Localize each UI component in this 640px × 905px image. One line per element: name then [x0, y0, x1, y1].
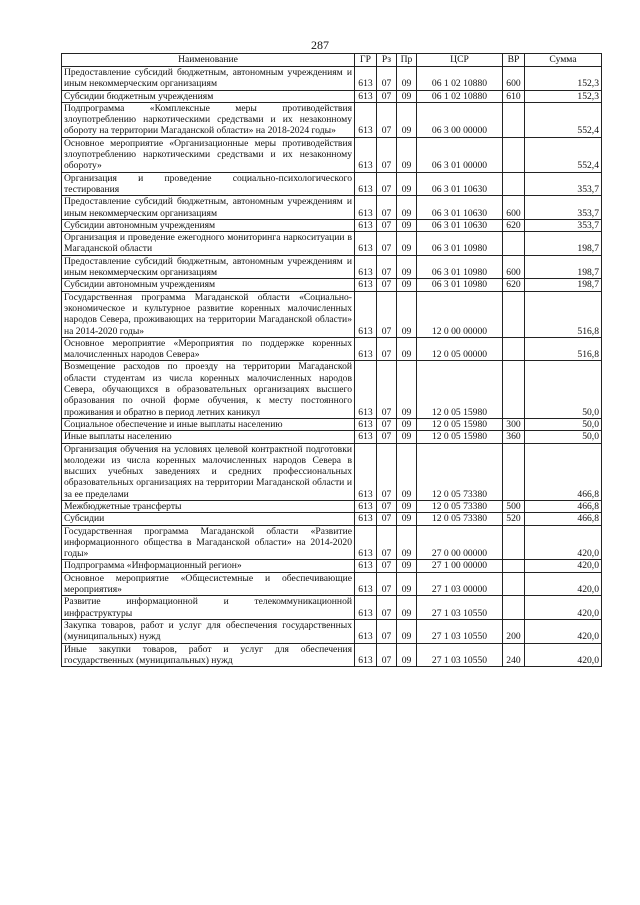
cell-sum: 552,4	[525, 137, 602, 172]
cell-gr: 613	[355, 232, 377, 256]
table-header-row	[62, 54, 602, 67]
table-row	[62, 255, 602, 279]
cell-sum: 420,0	[525, 560, 602, 572]
cell-gr: 613	[355, 102, 377, 137]
cell-name: Подпрограмма «Информационный регион»	[62, 560, 355, 572]
cell-sum: 198,7	[525, 279, 602, 291]
cell-pr: 09	[397, 337, 417, 361]
cell-vr	[503, 337, 525, 361]
cell-pr: 09	[397, 443, 417, 500]
cell-sum: 50,0	[525, 418, 602, 430]
cell-rz: 07	[377, 431, 397, 443]
cell-gr: 613	[355, 90, 377, 102]
cell-name: Иные закупки товаров, работ и услуг для обеспечения государственных (муниципальных) нужд	[62, 643, 355, 667]
cell-rz: 07	[377, 418, 397, 430]
cell-gr: 613	[355, 431, 377, 443]
table-row	[62, 500, 602, 512]
cell-gr: 613	[355, 596, 377, 620]
cell-sum: 420,0	[525, 525, 602, 560]
cell-sum: 420,0	[525, 572, 602, 596]
cell-csr: 12 0 00 00000	[417, 291, 503, 337]
table-row	[62, 418, 602, 430]
cell-pr: 09	[397, 137, 417, 172]
cell-name: Межбюджетные трансферты	[62, 500, 355, 512]
cell-name: Основное мероприятие «Мероприятия по поддержке коренных малочисленных народов Севера»	[62, 337, 355, 361]
cell-gr: 613	[355, 291, 377, 337]
cell-pr: 09	[397, 219, 417, 231]
cell-vr: 620	[503, 219, 525, 231]
cell-csr: 06 3 01 00000	[417, 137, 503, 172]
cell-csr: 12 0 05 73380	[417, 513, 503, 525]
cell-rz: 07	[377, 219, 397, 231]
cell-rz: 07	[377, 500, 397, 512]
cell-csr: 06 3 01 10980	[417, 279, 503, 291]
cell-vr	[503, 291, 525, 337]
cell-rz: 07	[377, 137, 397, 172]
cell-sum: 50,0	[525, 431, 602, 443]
cell-vr	[503, 443, 525, 500]
cell-pr: 09	[397, 643, 417, 667]
cell-sum: 516,8	[525, 291, 602, 337]
cell-sum: 466,8	[525, 500, 602, 512]
cell-vr: 600	[503, 196, 525, 220]
table-row	[62, 232, 602, 256]
cell-sum: 420,0	[525, 596, 602, 620]
cell-pr: 09	[397, 279, 417, 291]
cell-pr: 09	[397, 232, 417, 256]
cell-csr: 06 3 01 10630	[417, 219, 503, 231]
cell-name: Закупка товаров, работ и услуг для обеспечения государственных (муниципальных) нужд	[62, 619, 355, 643]
cell-csr: 06 3 01 10980	[417, 255, 503, 279]
cell-gr: 613	[355, 279, 377, 291]
cell-csr: 12 0 05 15980	[417, 361, 503, 418]
table-row	[62, 219, 602, 231]
cell-gr: 613	[355, 219, 377, 231]
cell-csr: 12 0 05 73380	[417, 500, 503, 512]
cell-gr: 613	[355, 418, 377, 430]
cell-name: Организация и проведение социально-психологического тестирования	[62, 172, 355, 196]
cell-sum: 198,7	[525, 255, 602, 279]
table-row	[62, 596, 602, 620]
table-row	[62, 361, 602, 418]
cell-csr: 12 0 05 73380	[417, 443, 503, 500]
cell-csr: 06 1 02 10880	[417, 67, 503, 91]
cell-vr: 610	[503, 90, 525, 102]
header-pr: Пр	[397, 54, 417, 67]
cell-name: Субсидии	[62, 513, 355, 525]
cell-pr: 09	[397, 525, 417, 560]
cell-sum: 198,7	[525, 232, 602, 256]
cell-vr: 200	[503, 619, 525, 643]
cell-sum: 466,8	[525, 513, 602, 525]
cell-name: Субсидии бюджетным учреждениям	[62, 90, 355, 102]
cell-csr: 06 3 01 10630	[417, 172, 503, 196]
cell-rz: 07	[377, 525, 397, 560]
cell-rz: 07	[377, 90, 397, 102]
cell-sum: 516,8	[525, 337, 602, 361]
table-row	[62, 196, 602, 220]
cell-rz: 07	[377, 196, 397, 220]
cell-pr: 09	[397, 431, 417, 443]
cell-name: Иные выплаты населению	[62, 431, 355, 443]
cell-pr: 09	[397, 619, 417, 643]
cell-sum: 152,3	[525, 90, 602, 102]
header-gr: ГР	[355, 54, 377, 67]
cell-rz: 07	[377, 361, 397, 418]
cell-vr	[503, 137, 525, 172]
cell-pr: 09	[397, 90, 417, 102]
table-row	[62, 619, 602, 643]
cell-csr: 12 0 05 00000	[417, 337, 503, 361]
cell-name: Государственная программа Магаданской области «Развитие информационного общества в Магаданской области» на 2014-2020 годы»	[62, 525, 355, 560]
cell-rz: 07	[377, 572, 397, 596]
cell-csr: 06 3 00 00000	[417, 102, 503, 137]
cell-rz: 07	[377, 337, 397, 361]
cell-vr	[503, 232, 525, 256]
cell-name: Развитие информационной и телекоммуникационной инфраструктуры	[62, 596, 355, 620]
table-row	[62, 431, 602, 443]
table-row	[62, 643, 602, 667]
cell-gr: 613	[355, 560, 377, 572]
cell-csr: 06 3 01 10630	[417, 196, 503, 220]
cell-name: Предоставление субсидий бюджетным, автономным учреждениям и иным некоммерческим организациям	[62, 196, 355, 220]
cell-gr: 613	[355, 361, 377, 418]
cell-pr: 09	[397, 596, 417, 620]
cell-pr: 09	[397, 196, 417, 220]
cell-rz: 07	[377, 102, 397, 137]
cell-csr: 06 3 01 10980	[417, 232, 503, 256]
cell-gr: 613	[355, 337, 377, 361]
cell-vr	[503, 560, 525, 572]
table-row	[62, 337, 602, 361]
cell-gr: 613	[355, 137, 377, 172]
cell-csr: 27 1 03 10550	[417, 643, 503, 667]
table-row	[62, 525, 602, 560]
table-row	[62, 443, 602, 500]
cell-gr: 613	[355, 196, 377, 220]
cell-vr: 520	[503, 513, 525, 525]
cell-rz: 07	[377, 643, 397, 667]
cell-gr: 613	[355, 443, 377, 500]
cell-pr: 09	[397, 418, 417, 430]
header-vr: ВР	[503, 54, 525, 67]
cell-csr: 27 0 00 00000	[417, 525, 503, 560]
cell-name: Государственная программа Магаданской области «Социально-экономическое и культурное развитие коренных малочисленных народов Севера, проживающих на территории Магаданской области» на 2014-2020 годы»	[62, 291, 355, 337]
table-row	[62, 172, 602, 196]
cell-name: Социальное обеспечение и иные выплаты населению	[62, 418, 355, 430]
cell-pr: 09	[397, 500, 417, 512]
cell-name: Организация обучения на условиях целевой контрактной подготовки молодежи из числа коренных малочисленных народов Севера в высших учебных заведениях и средних профессиональных образовательных организациях на территории Магаданской области и за ее пределами	[62, 443, 355, 500]
table-row	[62, 291, 602, 337]
cell-gr: 613	[355, 67, 377, 91]
cell-rz: 07	[377, 443, 397, 500]
cell-sum: 466,8	[525, 443, 602, 500]
cell-gr: 613	[355, 525, 377, 560]
table-row	[62, 67, 602, 91]
cell-csr: 27 1 03 10550	[417, 619, 503, 643]
cell-pr: 09	[397, 172, 417, 196]
cell-sum: 353,7	[525, 219, 602, 231]
cell-rz: 07	[377, 172, 397, 196]
cell-gr: 613	[355, 643, 377, 667]
cell-name: Субсидии автономным учреждениям	[62, 219, 355, 231]
cell-vr: 300	[503, 418, 525, 430]
cell-sum: 353,7	[525, 172, 602, 196]
cell-sum: 552,4	[525, 102, 602, 137]
cell-rz: 07	[377, 619, 397, 643]
cell-sum: 50,0	[525, 361, 602, 418]
cell-rz: 07	[377, 291, 397, 337]
cell-pr: 09	[397, 102, 417, 137]
cell-name: Предоставление субсидий бюджетным, автономным учреждениям и иным некоммерческим организациям	[62, 67, 355, 91]
cell-name: Возмещение расходов по проезду на территории Магаданской области студентам из числа коренных малочисленных народов Севера, обучающихся в образовательных организациях высшего образования по очной форме обучения, к месту постоянного проживания и обратно в период летних каникул	[62, 361, 355, 418]
cell-name: Основное мероприятие «Организационные меры противодействия злоупотреблению наркотическими средствами и их незаконному обороту»	[62, 137, 355, 172]
cell-vr	[503, 596, 525, 620]
header-sum: Сумма	[525, 54, 602, 67]
table-row	[62, 560, 602, 572]
cell-vr: 360	[503, 431, 525, 443]
cell-rz: 07	[377, 67, 397, 91]
cell-vr: 500	[503, 500, 525, 512]
header-rz: Рз	[377, 54, 397, 67]
cell-name: Организация и проведение ежегодного мониторинга наркоситуации в Магаданской области	[62, 232, 355, 256]
cell-csr: 27 1 00 00000	[417, 560, 503, 572]
cell-vr: 600	[503, 255, 525, 279]
cell-rz: 07	[377, 560, 397, 572]
cell-vr	[503, 102, 525, 137]
cell-pr: 09	[397, 291, 417, 337]
cell-name: Основное мероприятие «Общесистемные и обеспечивающие мероприятия»	[62, 572, 355, 596]
cell-vr	[503, 525, 525, 560]
cell-pr: 09	[397, 513, 417, 525]
table-row	[62, 572, 602, 596]
cell-gr: 613	[355, 513, 377, 525]
cell-name: Предоставление субсидий бюджетным, автономным учреждениям и иным некоммерческим организациям	[62, 255, 355, 279]
page-number: 287	[311, 38, 329, 52]
cell-pr: 09	[397, 255, 417, 279]
cell-csr: 27 1 03 10550	[417, 596, 503, 620]
table-row	[62, 137, 602, 172]
table-row	[62, 513, 602, 525]
cell-rz: 07	[377, 279, 397, 291]
cell-pr: 09	[397, 361, 417, 418]
cell-vr	[503, 572, 525, 596]
cell-rz: 07	[377, 596, 397, 620]
budget-table	[61, 53, 602, 667]
cell-vr	[503, 361, 525, 418]
header-name: Наименование	[62, 54, 355, 67]
cell-rz: 07	[377, 232, 397, 256]
cell-sum: 152,3	[525, 67, 602, 91]
cell-name: Подпрограмма «Комплексные меры противодействия злоупотреблению наркотическими средствами и их незаконному обороту на территории Магаданской области» на 2018-2024 годы»	[62, 102, 355, 137]
cell-gr: 613	[355, 500, 377, 512]
table-row	[62, 90, 602, 102]
table-body	[62, 67, 602, 667]
cell-vr: 600	[503, 67, 525, 91]
cell-csr: 06 1 02 10880	[417, 90, 503, 102]
cell-gr: 613	[355, 255, 377, 279]
table-row	[62, 102, 602, 137]
cell-pr: 09	[397, 560, 417, 572]
cell-rz: 07	[377, 255, 397, 279]
cell-rz: 07	[377, 513, 397, 525]
cell-vr: 620	[503, 279, 525, 291]
cell-sum: 420,0	[525, 619, 602, 643]
cell-sum: 420,0	[525, 643, 602, 667]
cell-sum: 353,7	[525, 196, 602, 220]
cell-gr: 613	[355, 172, 377, 196]
header-csr: ЦСР	[417, 54, 503, 67]
cell-gr: 613	[355, 572, 377, 596]
table-row	[62, 279, 602, 291]
cell-vr: 240	[503, 643, 525, 667]
cell-gr: 613	[355, 619, 377, 643]
cell-pr: 09	[397, 572, 417, 596]
cell-name: Субсидии автономным учреждениям	[62, 279, 355, 291]
cell-csr: 27 1 03 00000	[417, 572, 503, 596]
cell-csr: 12 0 05 15980	[417, 418, 503, 430]
cell-pr: 09	[397, 67, 417, 91]
cell-vr	[503, 172, 525, 196]
cell-csr: 12 0 05 15980	[417, 431, 503, 443]
